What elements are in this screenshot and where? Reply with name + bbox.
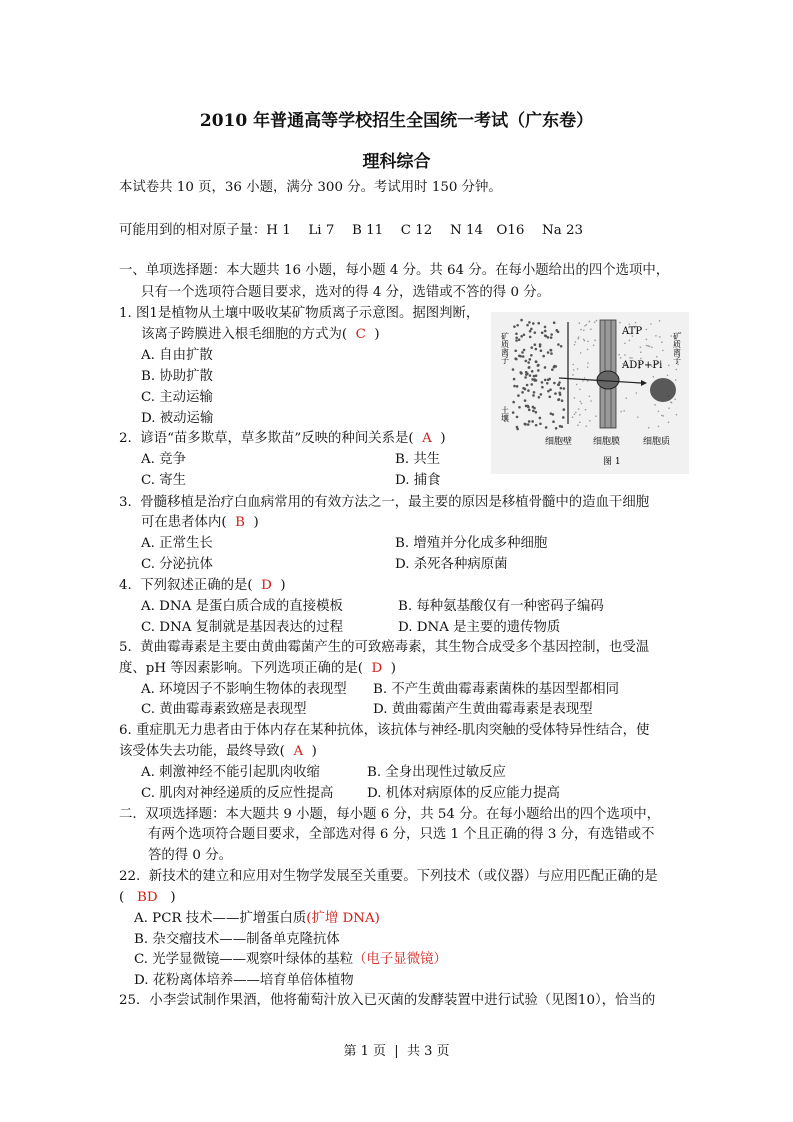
text-segment: C. 肌肉对神经递质的反应性提高 [141,786,334,801]
text-line-col2 [395,451,440,469]
text-segment: 一、单项选择题：本大题共 16 小题，每小题 4 分。共 64 分。在每小题给出的四个选项中， [119,263,670,278]
text-segment: C. 寄生 [141,473,187,488]
text-line-col2 [119,639,649,657]
text-line-col2 [367,764,506,782]
text-line-col2 [395,556,508,574]
text-line-col2 [373,701,593,719]
answer-mark: D [371,661,383,676]
text-line-col2 [141,389,213,407]
text-segment: 4. 下列叙述正确的是( [119,578,262,593]
answer-mark: D [261,578,272,593]
text-segment: ) [271,578,286,593]
answer-mark: A [422,431,432,446]
text-segment: C. 黄曲霉毒素致癌是表现型 [141,702,307,717]
text-segment: A. 环境因子不影响生物体的表现型 [141,682,347,697]
text-segment: D. 黄曲霉菌产生黄曲霉毒素是表现型 [373,702,593,717]
text-line-col2 [119,806,660,824]
text-line-col2 [119,430,446,448]
text-segment: B. 每种氨基酸仅有一种密码子编码 [398,599,604,614]
text-segment: C. DNA 复制就是基因表达的过程 [141,620,343,635]
text-line-col2 [141,514,259,532]
text-line-col2 [141,451,186,469]
text-segment: 5. 黄曲霉毒素是主要由黄曲霉菌产生的可致癌毒素，其生物合成受多个基因控制，也受温 [119,640,650,655]
adp-label: ADP+Pi [622,360,663,371]
text-segment: 二. 双项选择题：本大题共 9 小题，每小题 6 分，共 54 分。在每小题给出的四个选项中， [119,807,661,822]
text-line-col2 [141,347,213,365]
text-segment: D. 机体对病原体的反应能力提高 [367,786,560,801]
text-segment: 可能用到的相对原子量：H 1 Li 7 B 11 C 12 N 14 O16 Na 23 [119,223,584,238]
soil-label: 土壤 [500,406,510,422]
text-line-col2 [367,785,560,803]
text-line-col2 [119,992,655,1010]
text-line-col2 [141,535,213,553]
answer-mark: BD [137,890,158,905]
text-line-col2 [141,701,307,719]
text-line-col2 [119,722,649,740]
text-line-col2 [119,743,317,761]
text-segment: 25．小李尝试制作果酒，他将葡萄汁放入已灭菌的发酵装置中进行试验（见图10），恰当的 [119,993,656,1008]
text-segment: 度、pH 等因素影响。下列选项正确的是( [119,661,372,676]
text-line-col2 [141,326,380,344]
text-line-col2 [119,660,396,678]
text-segment: B. 全身出现性过敏反应 [367,765,506,780]
text-line-col2 [141,368,213,386]
text-line-col2 [119,577,286,595]
text-segment: C. 分泌抗体 [141,557,213,572]
text-segment: 6. 重症肌无力患者由于体内存在某种抗体，该抗体与神经-肌肉突触的受体特异性结合，使 [119,723,650,738]
text-line-col2 [373,681,619,699]
text-segment: 有两个选项符合题目要求，全部选对得 6 分，只选 1 个且正确的得 3 分，有选错或不 [148,827,655,842]
text-segment: ) [244,515,259,530]
text-segment: D. 杀死各种病原菌 [395,557,508,572]
text-segment: ) [303,744,317,759]
text-segment: 22. 新技术的建立和应用对生物学发展至关重要。下列技术（或仪器）与应用匹配正确的是 [119,869,658,884]
text-line-col2 [148,847,232,865]
mineral-ion-left-label: 矿质离子 [500,332,510,364]
text-segment: 只有一个选项符合题目要求，选对的得 4 分，选错或不答的得 0 分。 [141,285,551,300]
text-line-col2 [119,889,176,907]
text-segment: D. 被动运输 [141,411,214,426]
text-segment: B. 共生 [395,452,441,467]
answer-mark: (扩增 DNA) [306,911,380,926]
figure-caption: 图 1 [603,457,621,467]
text-segment: ( [119,890,137,905]
text-segment: D. DNA 是主要的遗传物质 [398,620,561,635]
text-segment: 该受体失去功能，最终导致( [119,744,294,759]
text-segment: ) [382,661,396,676]
text-line-col2 [141,681,347,699]
text-line-col2 [395,535,547,553]
text-segment: A. 正常生长 [141,536,213,551]
text-line-col2 [148,826,654,844]
text-line-col2 [141,284,550,302]
text-segment: B. 增殖并分化成多种细胞 [395,536,548,551]
text-line-col2 [119,262,669,280]
text-segment: 1. 图1是植物从土壤中吸收某矿物质离子示意图。据图判断， [119,306,480,321]
text-line-col2 [398,619,560,637]
text-segment: A. 自由扩散 [141,348,213,363]
text-segment: B. 协助扩散 [141,369,213,384]
text-line-col2 [141,598,343,616]
text-line-col2 [141,556,213,574]
cell-wall-label: 细胞壁 [545,437,573,447]
text-segment: A. 刺激神经不能引起肌肉收缩 [141,765,320,780]
text-segment: B. 杂交瘤技术——制备单克隆抗体 [134,932,340,947]
text-line-col2 [141,764,320,782]
atp-label: ATP [622,326,643,337]
text-segment: C. 主动运输 [141,390,213,405]
text-segment: ) [431,431,446,446]
text-segment: A. PCR 技术——扩增蛋白质 [134,911,307,926]
text-segment: 本试卷共 10 页，36 小题，满分 300 分。考试用时 150 分钟。 [119,180,502,195]
text-line-col2 [141,472,186,490]
text-segment: B. 不产生黄曲霉毒素菌株的基因型都相同 [373,682,619,697]
cytoplasm-label: 细胞质 [643,437,671,447]
text-line-col2 [134,910,380,928]
text-line-col2 [398,598,604,616]
text-segment: 可在患者体内( [141,515,236,530]
text-line-col2 [119,222,583,240]
text-line-col2 [119,494,649,512]
answer-mark: B [235,515,245,530]
text-line-col2 [134,951,447,969]
text-segment: 2. 谚语“苗多欺草，草多欺苗”反映的种间关系是( [119,431,423,446]
text-line-col2 [141,785,333,803]
text-line-col2 [119,868,658,886]
text-line-col2 [119,305,479,323]
text-segment: ) [365,327,380,342]
text-line-col2 [141,619,343,637]
answer-mark: A [293,744,304,759]
mineral-ion-right-label: 矿质离子 [672,332,682,364]
text-segment: C. 光学显微镜——观察叶绿体的基粒 [134,952,354,967]
figure-1-ion-uptake-diagram [491,312,689,474]
page-footer: 第 1 页 | 共 3 页 [343,1044,450,1059]
text-line-col2 [134,972,354,990]
page-subtitle: 理科综合 [362,152,431,172]
text-segment: 3. 骨髓移植是治疗白血病常用的有效方法之一，最主要的原因是移植骨髓中的造血干细胞 [119,495,650,510]
text-segment: D. 捕食 [395,473,441,488]
answer-mark: C [355,327,366,342]
text-line-col2 [141,410,213,428]
text-segment: D. 花粉离体培养——培育单倍体植物 [134,973,354,988]
text-segment: 该离子跨膜进入根毛细胞的方式为( [141,327,356,342]
page-title: 2010 年普通高等学校招生全国统一考试（广东卷） [199,111,594,131]
text-line-col2 [395,472,441,490]
text-segment: A. DNA 是蛋白质合成的直接模板 [141,599,343,614]
text-segment: 答的得 0 分。 [148,848,232,863]
text-line-col2 [119,179,502,197]
text-segment: A. 竞争 [141,452,186,467]
text-segment: ) [157,890,176,905]
answer-mark: （电子显微镜） [353,952,447,967]
cell-membrane-label: 细胞膜 [593,437,621,447]
text-line-col2 [134,931,340,949]
